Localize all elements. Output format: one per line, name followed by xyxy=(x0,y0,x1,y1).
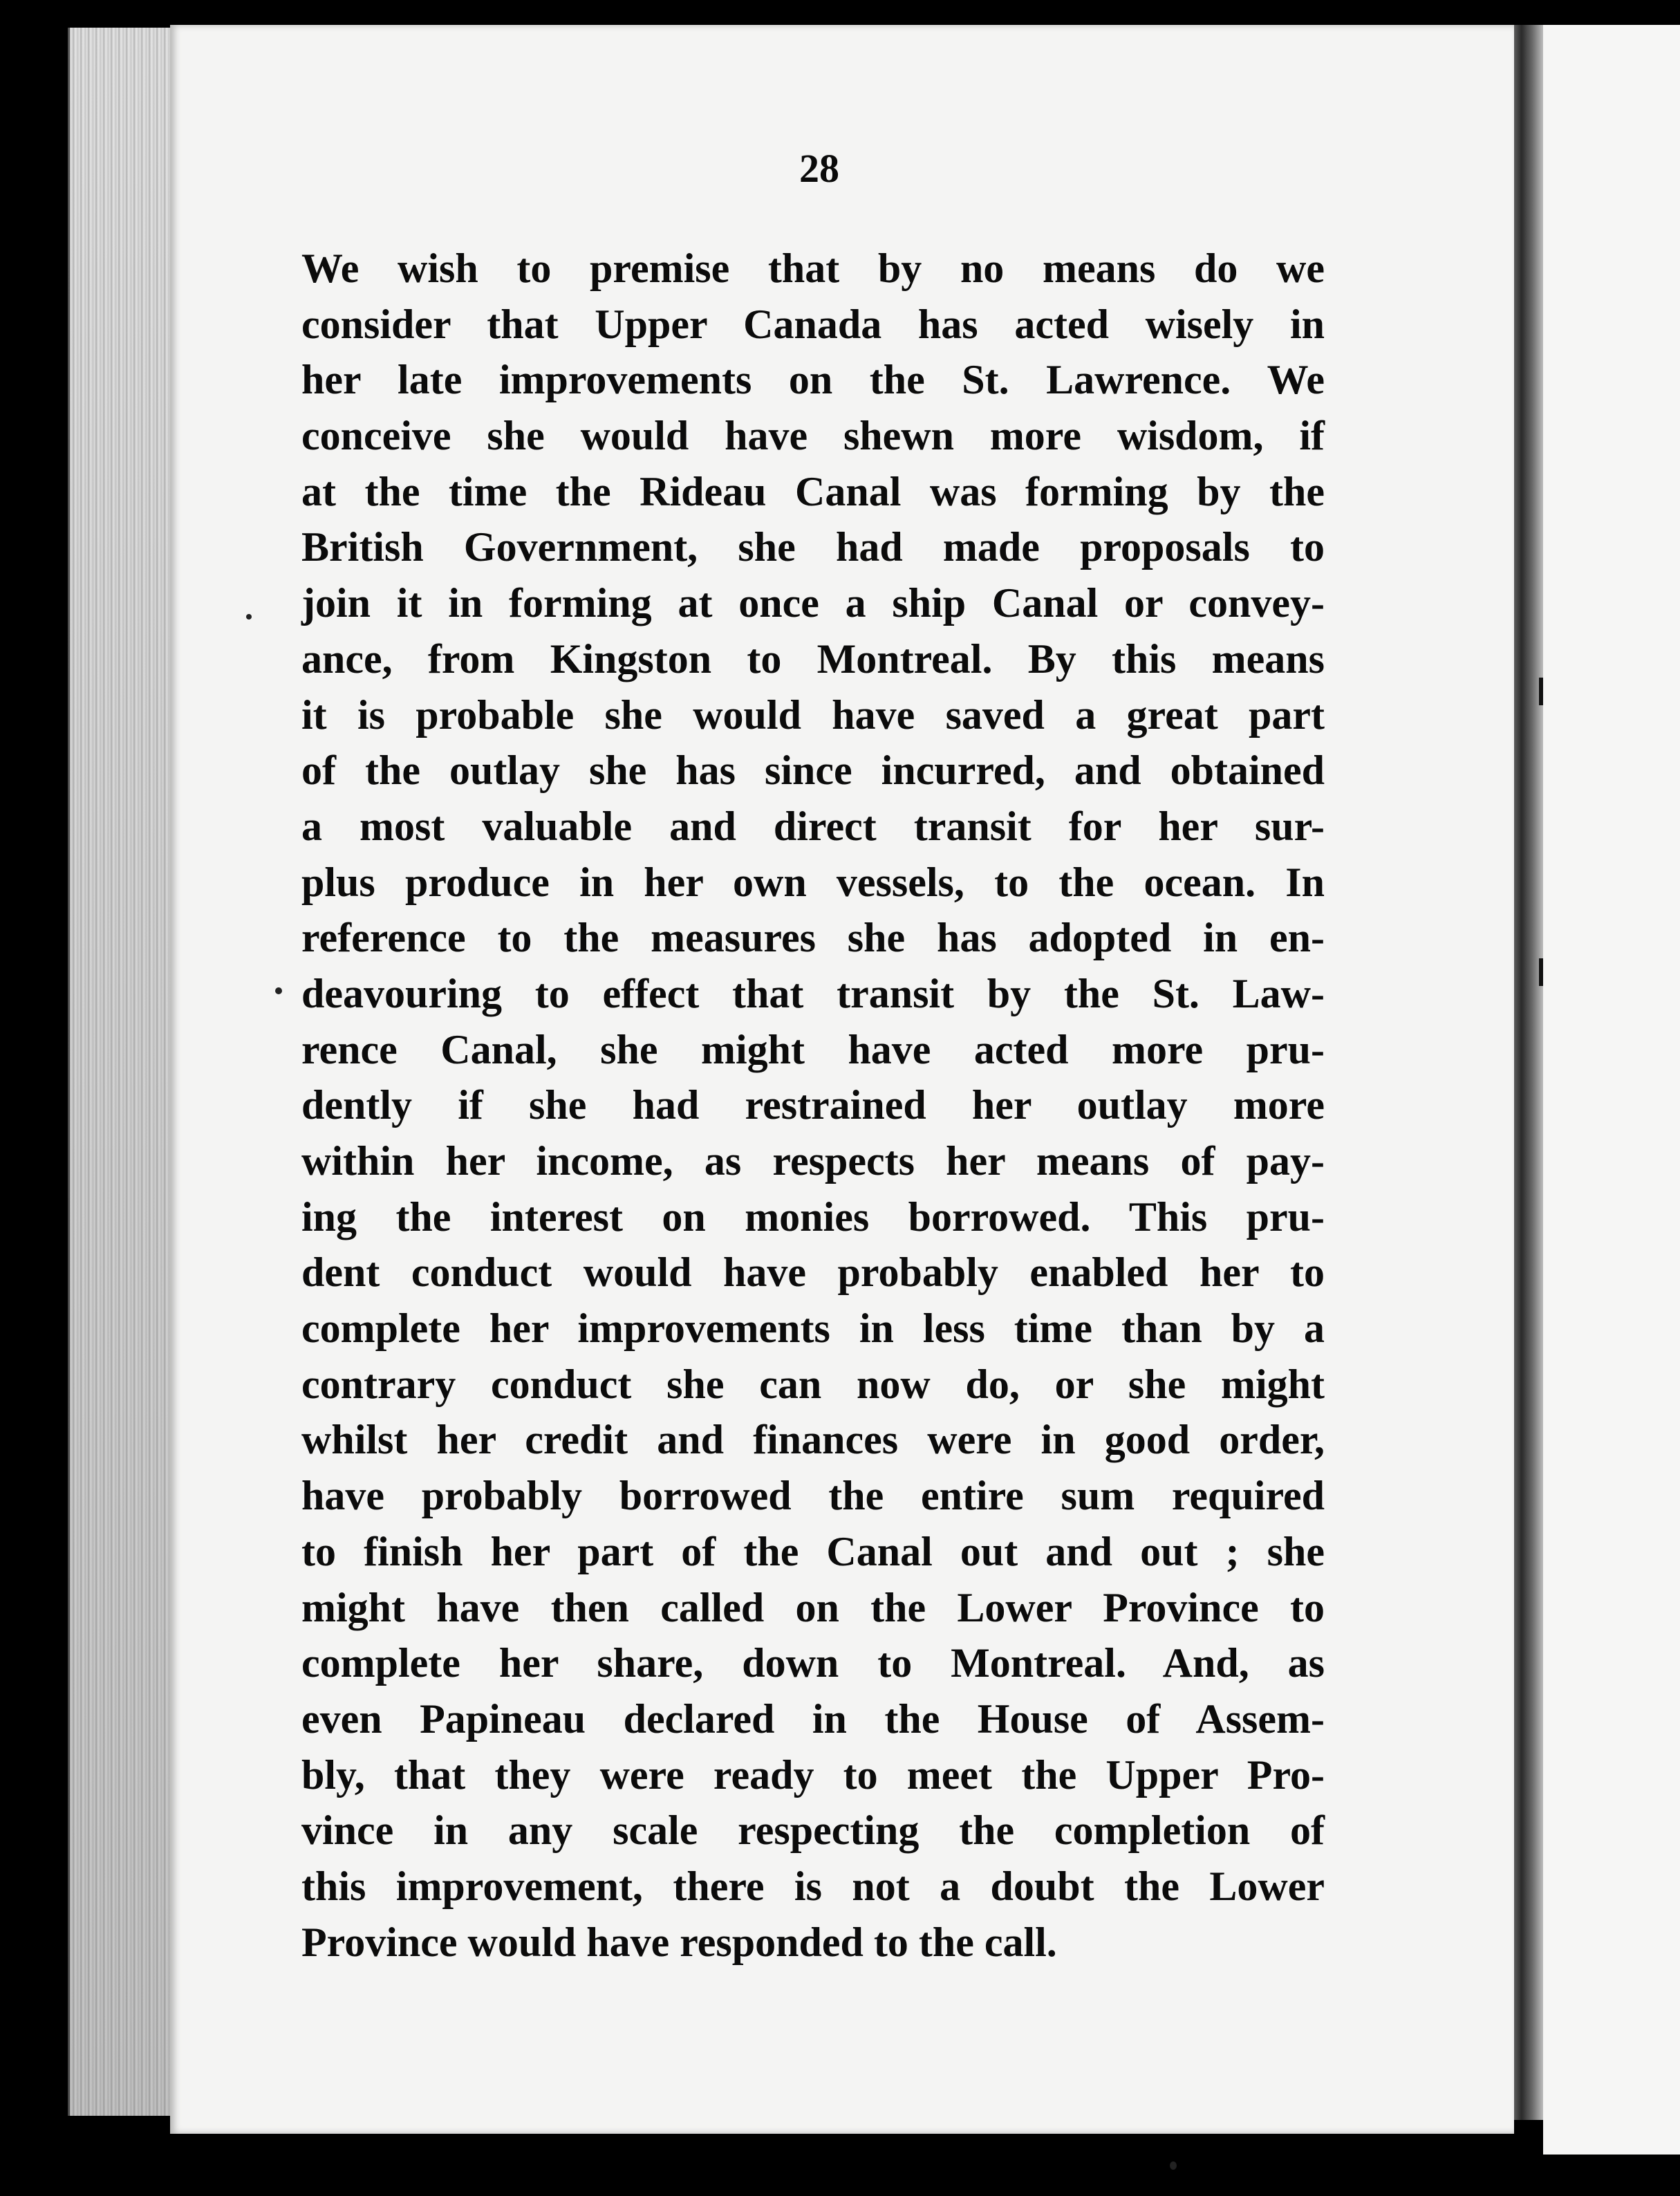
text-line: her late improvements on the St. Lawrence. We xyxy=(301,357,1325,403)
text-line: ance, from Kingston to Montreal. By this means xyxy=(301,635,1325,682)
text-line: deavouring to effect that transit by the St. Law- xyxy=(301,970,1325,1016)
text-line: of the outlay she has since incurred, and obtained xyxy=(301,747,1325,794)
text-line: even Papineau declared in the House of Assem- xyxy=(301,1695,1325,1742)
text-line: vince in any scale respecting the completion of xyxy=(301,1807,1325,1854)
text-line: bly, that they were ready to meet the Upper Pro- xyxy=(301,1751,1325,1798)
scan-speck xyxy=(246,614,252,620)
text-line: whilst her credit and finances were in good order, xyxy=(301,1417,1325,1463)
scan-mark xyxy=(1539,958,1543,986)
text-line: conceive she would have shewn more wisdom, if xyxy=(301,413,1325,459)
text-line: have probably borrowed the entire sum required xyxy=(301,1473,1325,1519)
text-line: consider that Upper Canada has acted wisely in xyxy=(301,301,1325,347)
text-line: to finish her part of the Canal out and out ; she xyxy=(301,1528,1325,1574)
text-line: at the time the Rideau Canal was forming by the xyxy=(301,468,1325,514)
text-line: join it in forming at once a ship Canal or convey- xyxy=(301,580,1325,626)
text-line: contrary conduct she can now do, or she might xyxy=(301,1361,1325,1407)
text-line: reference to the measures she has adopted in en- xyxy=(301,915,1325,961)
text-line: Province would have responded to the call. xyxy=(301,1919,1057,1965)
scan-mark xyxy=(1539,678,1543,705)
text-line: plus produce in her own vessels, to the ocean. In xyxy=(301,859,1325,905)
facing-page-sliver xyxy=(1543,25,1680,2155)
text-line: British Government, she had made proposals to xyxy=(301,524,1325,570)
text-line: might have then called on the Lower Province to xyxy=(301,1584,1325,1630)
text-line: ing the interest on monies borrowed. This pru- xyxy=(301,1193,1325,1240)
text-line: this improvement, there is not a doubt the Lower xyxy=(301,1863,1325,1909)
scan-speck xyxy=(1170,2161,1177,2170)
text-line: it is probable she would have saved a great part xyxy=(301,691,1325,738)
text-line: dently if she had restrained her outlay more xyxy=(301,1082,1325,1128)
page-number: 28 xyxy=(799,146,839,191)
text-line: within her income, as respects her means of pay- xyxy=(301,1138,1325,1184)
text-line: We wish to premise that by no means do we xyxy=(301,245,1325,291)
text-line: complete her share, down to Montreal. And, as xyxy=(301,1640,1325,1686)
text-line: a most valuable and direct transit for her sur- xyxy=(301,803,1325,849)
scan-speck xyxy=(275,987,282,994)
text-line: dent conduct would have probably enabled her to xyxy=(301,1249,1325,1296)
text-line: rence Canal, she might have acted more pru- xyxy=(301,1026,1325,1072)
text-line: complete her improvements in less time than by a xyxy=(301,1305,1325,1352)
body-paragraph xyxy=(301,241,1325,1970)
page-edges-shadow xyxy=(68,28,171,2116)
